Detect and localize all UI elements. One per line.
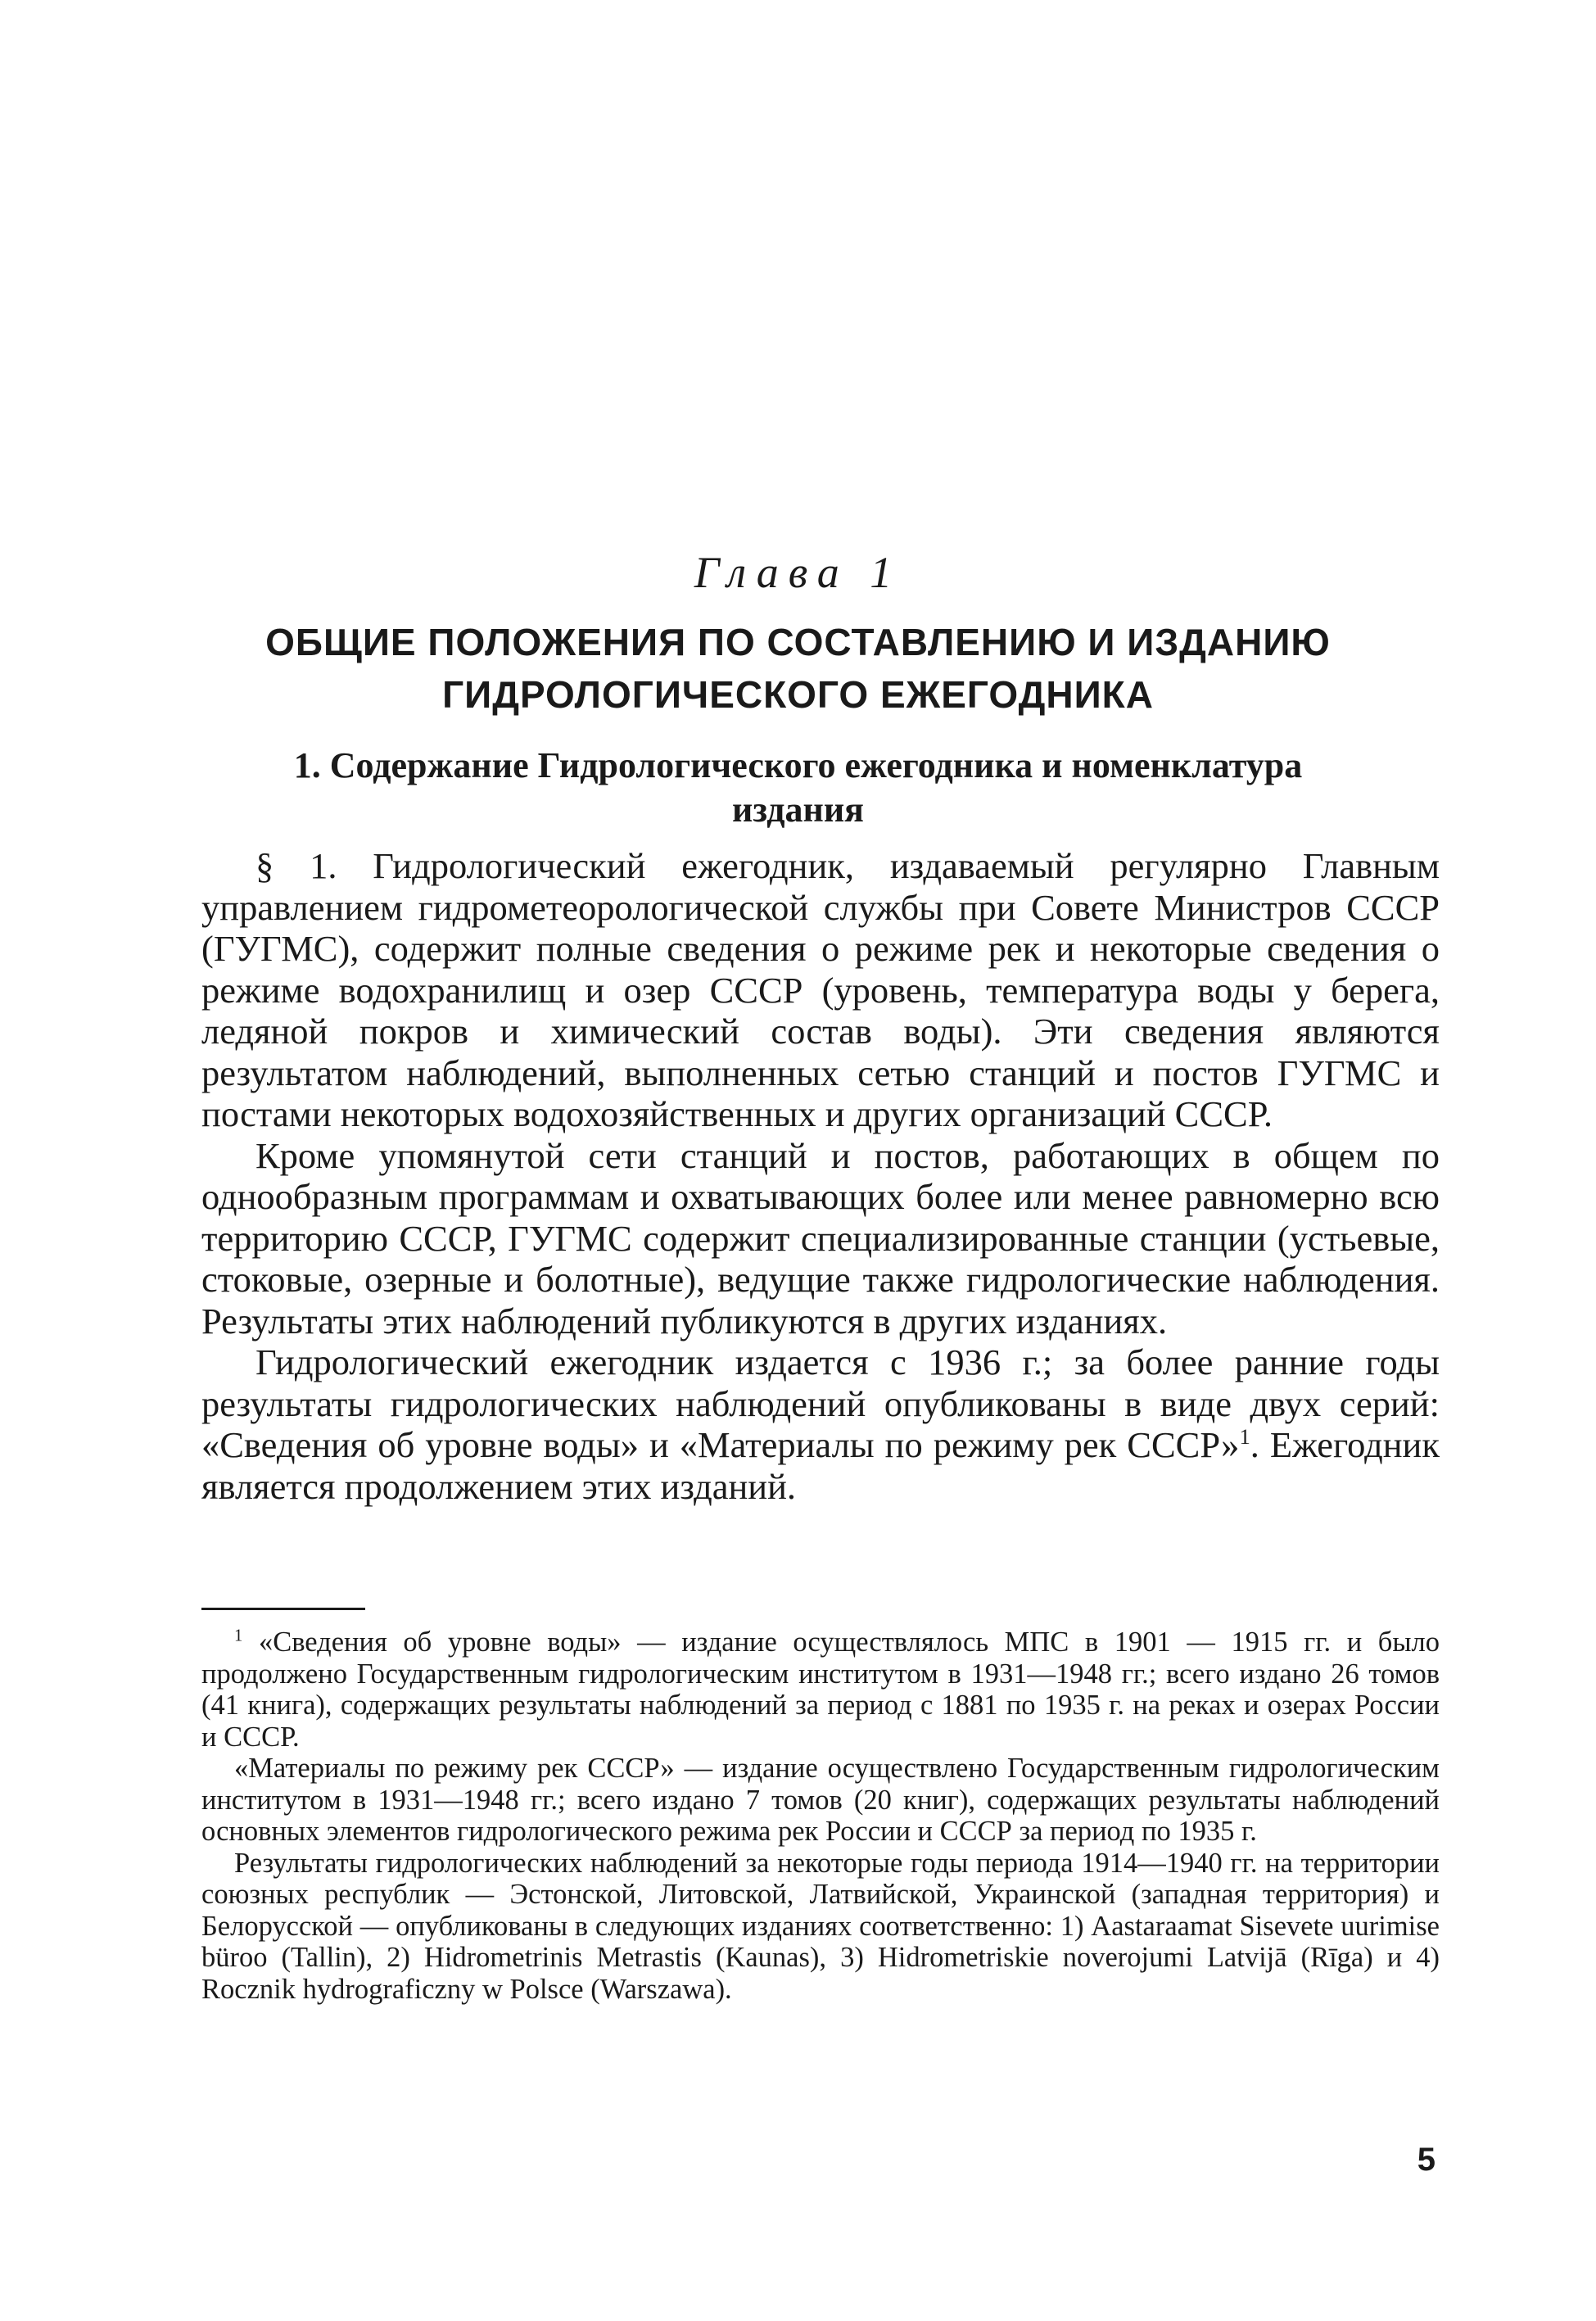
chapter-title: [197, 616, 1399, 721]
paragraph-2: Кроме упомянутой сети станций и постов, работающих в общем по однообразным программам и охватывающих более или менее равномерно всю территорию СССР, ГУГМС содержит специализированные станции (устьевые, стоковые, озерные и болотные), ведущие также гидрологические наблюдения. Результаты этих наблюдений публикуются в других изданиях.: [201, 1134, 1440, 1341]
paragraph-1: § 1. Гидрологический ежегодник, издаваемый регулярно Главным управлением гидрометеорологической службы при Совете Министров СССР (ГУГМС), содержит полные сведения о режиме рек и некоторые сведения о режиме водохранилищ и озер СССР (уровень, температура воды у берега, ледяной покров и химический состав воды). Эти сведения являются результатом наблюдений, выполненных сетью станций и постов ГУГМС и постами некоторых водохозяйственных и других организаций СССР.: [201, 845, 1440, 1134]
footnote-2: «Материалы по режиму рек СССР» — издание осуществлено Государственным гидрологическим институтом в 1931—1948 гг.; всего издано 7 томов (20 книг), содержащих результаты наблюдений основных элементов гидрологического режима рек России и СССР за период по 1935 г.: [201, 1753, 1440, 1847]
chapter-label: Глава 1: [694, 548, 902, 597]
section-heading: [197, 744, 1399, 832]
footnote-1-text: «Сведения об уровне воды» — издание осуществлялось МПС в 1901 — 1915 гг. и было продолжено Государственным гидрологическим институтом в 1931—1948 гг.; всего издано 26 томов (41 книга), содержащих результаты наблюдений за период с 1881 по 1935 г. на реках и озерах России и СССР.: [201, 1627, 1440, 1753]
footnote-ref: 1: [1239, 1424, 1250, 1450]
page-number: 5: [1417, 2142, 1435, 2178]
body-text: [201, 845, 1440, 1507]
footnote-3: Результаты гидрологических наблюдений за некоторые годы периода 1914—1940 гг. на территории союзных республик — Эстонской, Литовской, Латвийской, Украинской (западная территория) и Белорусской — опубликованы в следующих изданиях соответственно: 1) Aastaraamat Sisevete uurimise büroo (Tallin), 2) Hidrometrinis Metrastis (Kaunas), 3) Hidrometriskie noverojumi Latvijā (Rīga) и 4) Rocznik hydrograficzny w Polsce (Warszawa).: [201, 1847, 1440, 2005]
paragraph-3-text: Гидрологический ежегодник издается с 1936 г.; за более ранние годы результаты гидрологических наблюдений опубликованы в виде двух серий: «Сведения об уровне воды» и «Материалы по режиму рек СССР»: [201, 1341, 1440, 1465]
section-heading-line-1: 1. Содержание Гидрологического ежегодника и номенклатура: [293, 745, 1303, 785]
footnotes: [201, 1627, 1440, 2005]
section-heading-line-2: издания: [731, 790, 864, 830]
chapter-title-line-2: ГИДРОЛОГИЧЕСКОГО ЕЖЕГОДНИКА: [442, 673, 1154, 716]
footnote-divider: [201, 1608, 365, 1610]
chapter-title-line-1: ОБЩИЕ ПОЛОЖЕНИЯ ПО СОСТАВЛЕНИЮ И ИЗДАНИЮ: [265, 621, 1331, 663]
paragraph-3-end: . Ежегодник является продолжением этих изданий.: [201, 1424, 1440, 1507]
footnote-1: [201, 1627, 1440, 1753]
paragraph-3: [201, 1341, 1440, 1507]
footnote-marker: 1: [234, 1627, 243, 1645]
